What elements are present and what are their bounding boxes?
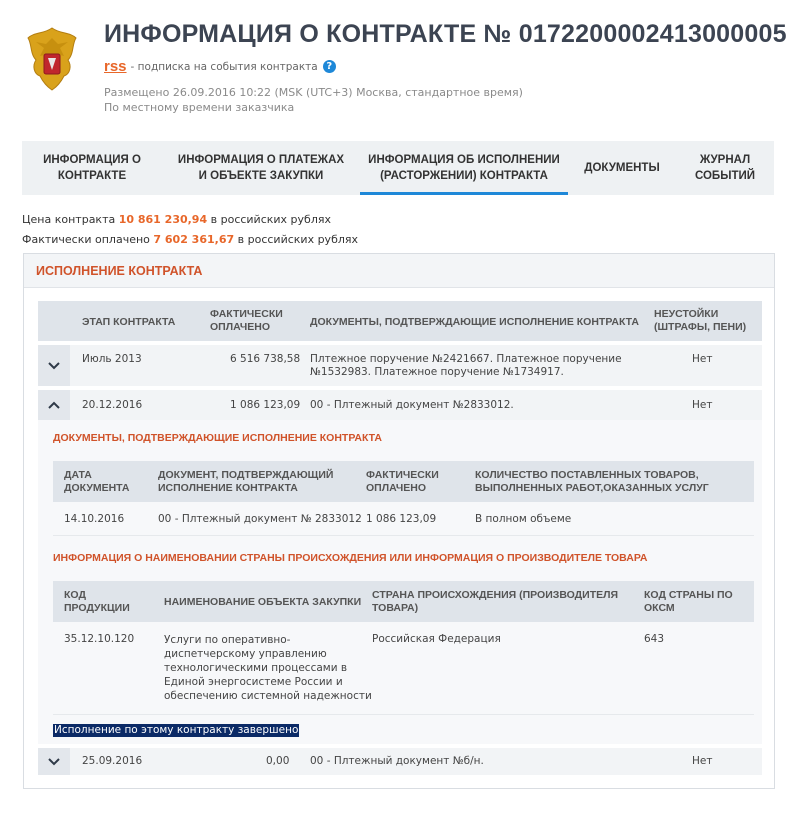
- row-stage: Июль 2013: [82, 353, 142, 365]
- row-penalty: Нет: [692, 399, 713, 411]
- rss-link[interactable]: rss: [104, 58, 127, 75]
- tab-label: КОНТРАКТЕ: [57, 170, 127, 182]
- tab-event-log[interactable]: [676, 141, 774, 195]
- col-header-paid: ФАКТИЧЕСКИ ОПЛАЧЕНО: [210, 308, 283, 333]
- doc-name: 00 - Плтежный документ № 2833012: [158, 513, 362, 525]
- tab-label: (РАСТОРЖЕНИИ) КОНТРАКТА: [380, 170, 548, 182]
- chevron-down-icon: [48, 758, 60, 766]
- row-docs: 00 - Плтежный документ №б/н.: [310, 755, 484, 767]
- paid-amount-value: 7 602 361,67: [153, 233, 235, 246]
- contract-completed-note: Исполнение по этому контракту завершено: [54, 724, 299, 736]
- row-docs: Плтежное поручение №2421667. Платежное поручение №1532983. Платежное поручение №1734917.: [310, 353, 622, 378]
- doc-qty: В полном объеме: [475, 513, 572, 525]
- col-header-documents: ДОКУМЕНТЫ, ПОДТВЕРЖДАЮЩИЕ ИСПОЛНЕНИЕ КОНТРАКТА: [310, 316, 640, 328]
- chevron-up-icon: [48, 401, 60, 409]
- col-header-product-code: КОД ПРОДУКЦИИ: [64, 589, 130, 614]
- col-header-doc-name: ДОКУМЕНТ, ПОДТВЕРЖДАЮЩИЙ ИСПОЛНЕНИЕ КОНТРАКТА: [158, 469, 334, 494]
- col-header-penalties: НЕУСТОЙКИ (ШТРАФЫ, ПЕНИ): [654, 308, 747, 333]
- col-header-oksm: КОД СТРАНЫ ПО ОКСМ: [644, 589, 733, 614]
- rss-row: [104, 58, 336, 75]
- published-date: Размещено 26.09.2016 10:22 (MSK (UTC+3) Москва, стандартное время): [104, 86, 523, 99]
- divider: [53, 535, 754, 536]
- tab-label: ИНФОРМАЦИЯ ОБ ИСПОЛНЕНИИ: [368, 154, 560, 166]
- panel-title: ИСПОЛНЕНИЕ КОНТРАКТА: [36, 263, 203, 278]
- tab-documents[interactable]: [568, 141, 676, 195]
- row-penalty: Нет: [692, 353, 713, 365]
- page-title: ИНФОРМАЦИЯ О КОНТРАКТЕ № 0172200002413000005: [104, 20, 787, 48]
- tab-label: СОБЫТИЙ: [694, 170, 756, 182]
- origin-section-title: ИНФОРМАЦИЯ О НАИМЕНОВАНИИ СТРАНЫ ПРОИСХОЖДЕНИЯ ИЛИ ИНФОРМАЦИЯ О ПРОИЗВОДИТЕЛЕ ТОВАРА: [53, 552, 648, 564]
- expand-row-button[interactable]: [38, 345, 70, 386]
- row-docs: 00 - Плтежный документ №2833012.: [310, 399, 514, 411]
- doc-paid: 1 086 123,09: [366, 513, 437, 525]
- contract-price-label: Цена контракта: [22, 213, 116, 226]
- doc-date: 14.10.2016: [64, 513, 125, 525]
- tab-label: ИНФОРМАЦИЯ О ПЛАТЕЖАХ: [177, 154, 345, 166]
- panel-header: [24, 254, 774, 288]
- col-header-stage: ЭТАП КОНТРАКТА: [82, 316, 176, 328]
- coat-of-arms-emblem: [22, 24, 82, 92]
- col-header-object-name: НАИМЕНОВАНИЕ ОБЪЕКТА ЗАКУПКИ: [164, 596, 362, 608]
- row-paid: 0,00: [266, 755, 290, 767]
- origin-country: Российская Федерация: [372, 633, 501, 645]
- tab-execution-info[interactable]: [360, 141, 568, 195]
- contract-execution-panel: [23, 253, 775, 789]
- product-code: 35.12.10.120: [64, 633, 135, 645]
- object-name: Услуги по оперативно- диспетчерскому управлению технологическими процессами в Единой энергосистеме России и обеспечению системной надежности: [164, 634, 372, 702]
- contract-price: [22, 213, 331, 226]
- col-header-doc-date: ДАТА ДОКУМЕНТА: [64, 469, 130, 494]
- contract-price-currency: в российских рублях: [210, 213, 331, 226]
- row-penalty: Нет: [692, 755, 713, 767]
- row-paid: 6 516 738,58: [230, 353, 301, 365]
- row-stage: 20.12.2016: [82, 399, 143, 411]
- tab-label: ДОКУМЕНТЫ: [584, 162, 660, 174]
- tab-payments-info[interactable]: [162, 141, 360, 195]
- col-header-doc-qty: КОЛИЧЕСТВО ПОСТАВЛЕННЫХ ТОВАРОВ, ВЫПОЛНЕННЫХ РАБОТ,ОКАЗАННЫХ УСЛУГ: [475, 469, 709, 494]
- help-icon[interactable]: ?: [323, 60, 336, 73]
- timezone-note: По местному времени заказчика: [104, 101, 295, 114]
- divider: [53, 714, 754, 715]
- docs-section-title: ДОКУМЕНТЫ, ПОДТВЕРЖДАЮЩИЕ ИСПОЛНЕНИЕ КОНТРАКТА: [53, 432, 383, 444]
- rss-subscription-text: - подписка на события контракта: [130, 60, 318, 73]
- tab-label: ЖУРНАЛ: [699, 154, 751, 166]
- row-paid: 1 086 123,09: [230, 399, 301, 411]
- oksm-code: 643: [644, 633, 665, 645]
- tab-contract-info[interactable]: [22, 141, 162, 195]
- tab-label: ИНФОРМАЦИЯ О: [43, 154, 141, 166]
- col-header-doc-paid: ФАКТИЧЕСКИ ОПЛАЧЕНО: [366, 469, 439, 494]
- tab-bar: [22, 141, 774, 195]
- chevron-down-icon: [48, 362, 60, 370]
- paid-amount: [22, 233, 358, 246]
- paid-amount-currency: в российских рублях: [237, 233, 359, 246]
- paid-amount-label: Фактически оплачено: [22, 233, 150, 246]
- collapse-row-button[interactable]: [38, 390, 70, 420]
- tab-label: И ОБЪЕКТЕ ЗАКУПКИ: [198, 170, 324, 182]
- contract-price-amount: 10 861 230,94: [118, 213, 208, 226]
- col-header-country: СТРАНА ПРОИСХОЖДЕНИЯ (ПРОИЗВОДИТЕЛЯ ТОВАРА): [372, 589, 619, 614]
- row-stage: 25.09.2016: [82, 755, 143, 767]
- expand-row-button[interactable]: [38, 748, 70, 775]
